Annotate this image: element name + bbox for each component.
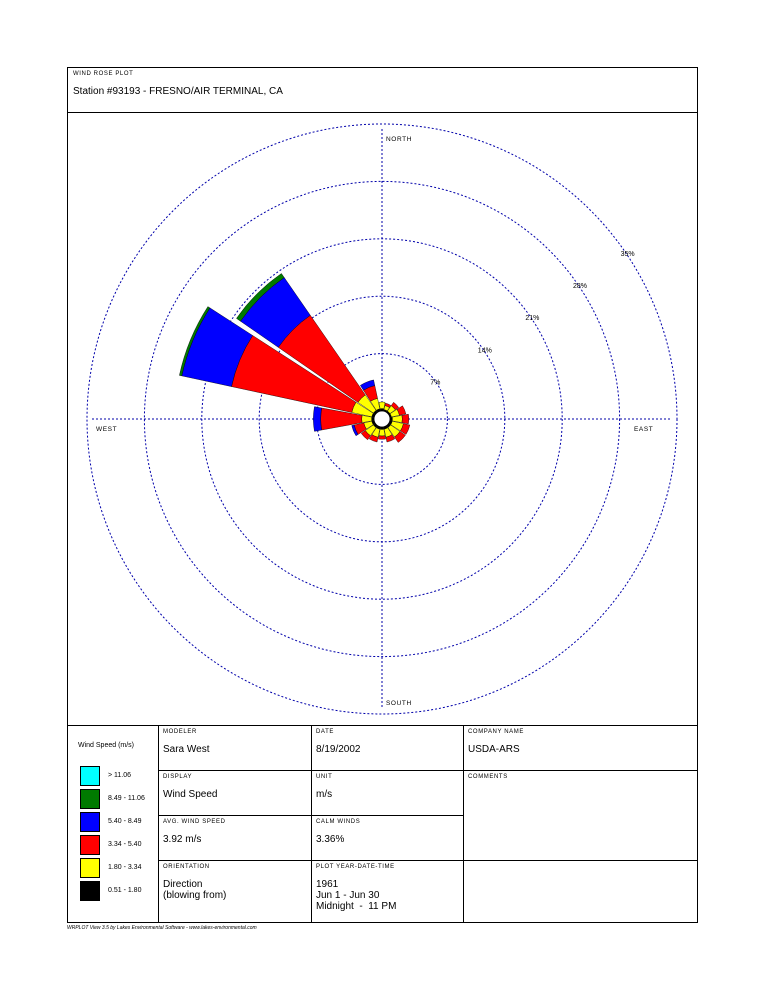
plot-type-label: WIND ROSE PLOT: [73, 71, 134, 77]
unit-value: m/s: [316, 789, 333, 800]
company-label: COMPANY NAME: [468, 729, 524, 735]
orientation-label: ORIENTATION: [163, 864, 210, 870]
calm-winds-cell: [312, 816, 463, 860]
display-label: DISPLAY: [163, 774, 193, 780]
plot-time-value: 1961 Jun 1 - Jun 30 Midnight - 11 PM: [316, 879, 397, 912]
wind-rose-plot: [68, 113, 697, 725]
legend-label: 3.34 - 5.40: [108, 841, 142, 848]
footer-credit: WRPLOT View 3.5 by Lakes Environmental Software - www.lakes-environmental.com: [67, 925, 257, 931]
ring-label: 7%: [430, 379, 441, 387]
east-label: EAST: [634, 426, 654, 433]
modeler-cell: [159, 726, 311, 770]
report-header: [68, 68, 697, 113]
plot-time-label: PLOT YEAR-DATE-TIME: [316, 864, 395, 870]
company-value: USDA-ARS: [468, 744, 520, 755]
legend-swatch: [80, 858, 100, 878]
legend-label: > 11.06: [108, 772, 132, 779]
display-value: Wind Speed: [163, 789, 218, 800]
legend-swatch: [80, 835, 100, 855]
petal-segment-s: [378, 436, 385, 440]
legend-label: 1.80 - 3.34: [108, 864, 142, 871]
unit-cell: [312, 771, 463, 815]
legend-label: 8.49 - 11.06: [108, 795, 145, 802]
station-title: Station #93193 - FRESNO/AIR TERMINAL, CA: [73, 86, 283, 97]
legend-title: Wind Speed (m/s): [78, 742, 135, 749]
comments-label: COMMENTS: [468, 774, 508, 780]
ring-label: 35%: [620, 251, 635, 259]
date-cell: [312, 726, 463, 770]
date-value: 8/19/2002: [316, 744, 361, 755]
date-label: DATE: [316, 729, 334, 735]
company-cell: [464, 726, 697, 770]
petal-segment-n: [379, 402, 385, 409]
legend-swatch: [80, 812, 100, 832]
petal-segment-s: [379, 429, 385, 436]
wind-rose-svg: [68, 113, 697, 725]
legend-label: 0.51 - 1.80: [108, 887, 142, 894]
petal-segment-e: [402, 414, 409, 424]
avg-speed-label: AVG. WIND SPEED: [163, 819, 226, 825]
modeler-value: Sara West: [163, 744, 210, 755]
ring-label: 14%: [477, 347, 492, 355]
petal-segment-w: [313, 407, 321, 432]
info-panel: [68, 725, 697, 922]
legend-swatch: [80, 881, 100, 901]
legend-swatch: [80, 766, 100, 786]
unit-label: UNIT: [316, 774, 333, 780]
calm-winds-label: CALM WINDS: [316, 819, 361, 825]
avg-speed-cell: [159, 816, 311, 860]
legend-swatch: [80, 789, 100, 809]
south-label: SOUTH: [386, 700, 412, 707]
comments-cell: [464, 771, 697, 860]
orientation-value: Direction (blowing from): [163, 879, 227, 901]
display-cell: [159, 771, 311, 815]
calm-circle: [374, 411, 390, 427]
west-label: WEST: [96, 426, 118, 433]
north-label: NORTH: [386, 136, 412, 143]
orientation-cell: [159, 861, 311, 922]
plot-time-cell: [312, 861, 463, 922]
legend: [68, 726, 158, 922]
ring-label: 21%: [525, 315, 540, 323]
avg-speed-value: 3.92 m/s: [163, 834, 202, 845]
legend-label: 5.40 - 8.49: [108, 818, 142, 825]
ring-label: 28%: [572, 283, 587, 291]
modeler-label: MODELER: [163, 729, 197, 735]
calm-winds-value: 3.36%: [316, 834, 345, 845]
report-frame: [67, 67, 698, 923]
